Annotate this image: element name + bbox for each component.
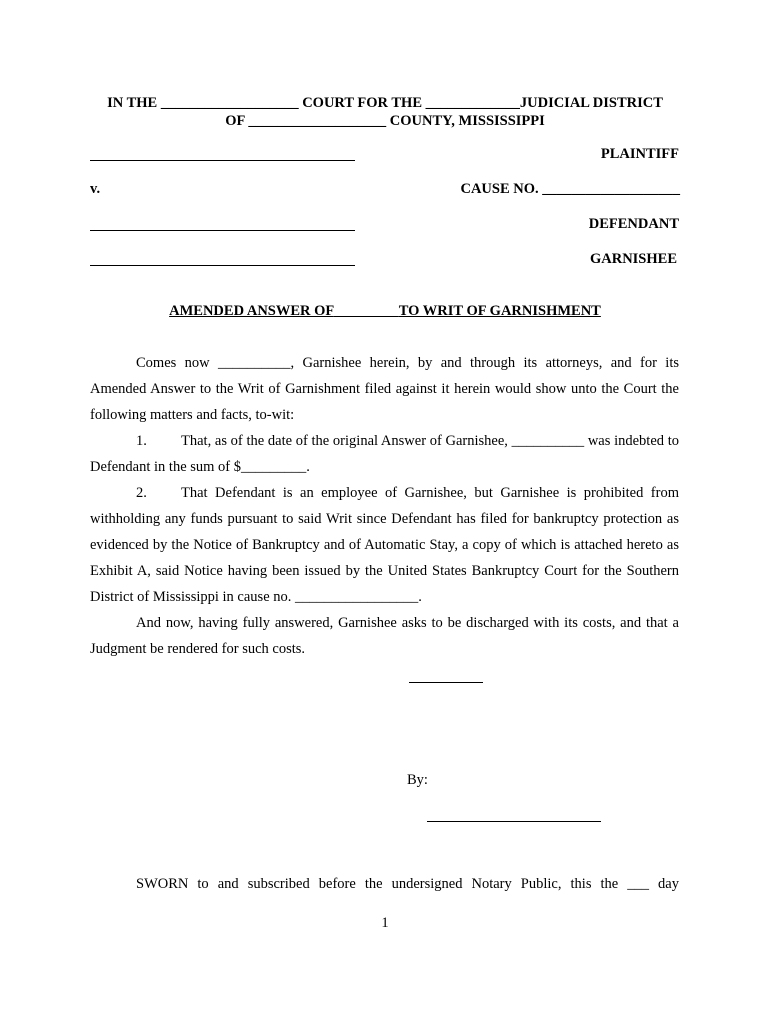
plaintiff-label: PLAINTIFF [600,146,679,162]
numbered-item-1 [90,428,679,480]
sworn-statement: SWORN to and subscribed before the undersigned Notary Public, this the ___ day [136,876,679,892]
title-blank [334,303,399,319]
item-2-text: That Defendant is an employee of Garnishee, but Garnishee is prohibited from withholding any funds pursuant to said Writ since Defendant has filed for bankruptcy protection as evidenced by the Notice of Bankruptcy and of Automatic Stay, a copy of which is attached hereto as Exhibit A, said Notice having been issued by the United States Bankruptcy Court for the Southern District of Mississippi in cause no. _________________. [90,485,679,605]
document-title [90,303,680,320]
signature-line [427,821,601,822]
defendant-name-line [90,230,355,231]
page-number: 1 [381,915,389,931]
item-2-number: 2. [136,485,147,501]
garnishee-name-line [90,265,355,266]
versus-label: v. [90,181,101,197]
item-1-text: That, as of the date of the original Answer of Garnishee, __________ was indebted to Defendant in the sum of $_________. [90,433,679,475]
caption-line-2: OF ___________________ COUNTY, MISSISSIPPI [225,113,545,129]
closing-paragraph: And now, having fully answered, Garnishee asks to be discharged with its costs, and that a Judgment be rendered for such costs. [90,615,679,657]
garnishee-label: GARNISHEE [589,251,677,267]
defendant-label: DEFENDANT [588,216,679,232]
caption-line-1: IN THE ___________________ COURT FOR THE _____________JUDICIAL DISTRICT [107,95,663,111]
item-1-number: 1. [136,433,147,449]
title-right: TO WRIT OF GARNISHMENT [398,303,601,319]
intro-paragraph: Comes now __________, Garnishee herein, by and through its attorneys, and for its Amended Answer to the Writ of Garnishment filed against it herein would show unto the Court the following matters and facts, to-wit: [90,355,679,423]
court-caption [90,94,680,130]
cause-number: CAUSE NO. ___________________ [460,181,680,197]
numbered-item-2 [90,480,679,610]
document-body [90,350,679,662]
short-signature-rule [409,682,483,683]
by-label: By: [407,772,428,788]
title-left: AMENDED ANSWER OF [169,303,334,319]
plaintiff-name-line [90,160,355,161]
